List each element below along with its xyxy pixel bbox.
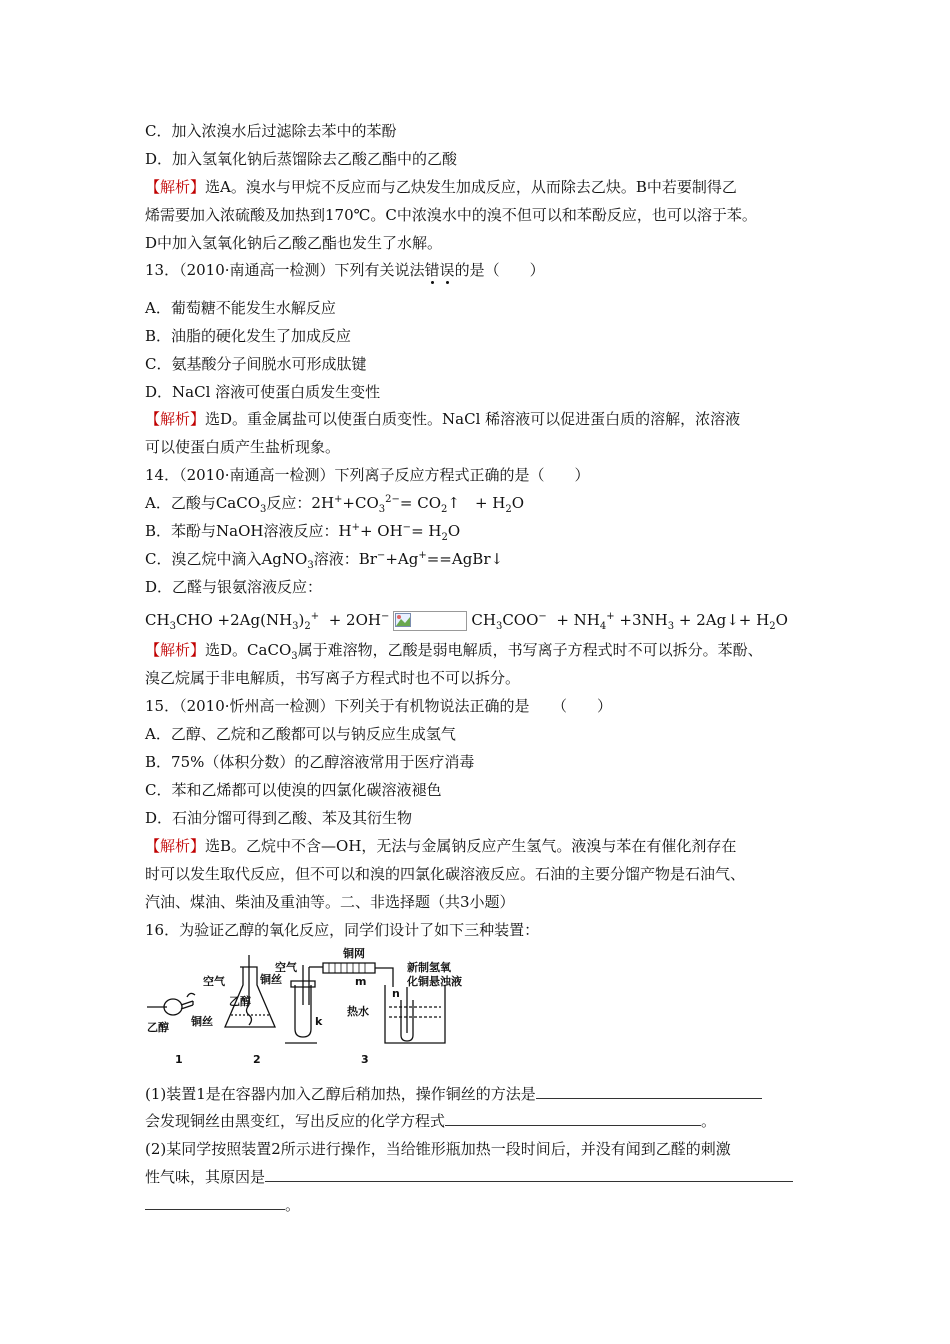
analysis-12-line2: 烯需要加入浓硫酸及加热到170℃。C中浓溴水中的溴不但可以和苯酚反应，也可以溶于苯。 — [145, 206, 757, 224]
text: 属于难溶物，乙酸是弱电解质，书写离子方程式时不可以拆分。苯酚、 — [297, 641, 763, 659]
text: 。 — [701, 1112, 717, 1130]
subscript: 4 — [599, 621, 607, 632]
text: 会发现铜丝由黑变红，写出反应的化学方程式 — [145, 1112, 446, 1130]
option-d-13: D．NaCl 溶液可使蛋白质发生变性 — [145, 383, 381, 401]
analysis-text: 选D。重金属盐可以使蛋白质变性。NaCl 稀溶液可以促进蛋白质的溶解，浓溶液 — [205, 410, 741, 428]
label-hot-water: 热水 — [347, 1005, 369, 1018]
text: = H — [411, 522, 442, 540]
text: + NH — [556, 611, 600, 629]
label-apparatus-1: 1 — [175, 1053, 183, 1066]
text: O — [447, 522, 461, 540]
superscript: − — [380, 611, 390, 622]
question-16-1-line2 — [145, 1111, 716, 1131]
option-c-14 — [145, 549, 503, 569]
superscript: + — [310, 611, 320, 622]
text: COO — [502, 611, 539, 629]
text: ==AgBr↓ — [426, 550, 504, 568]
superscript: − — [538, 611, 547, 622]
analysis-tag: 【解析】 — [145, 837, 206, 855]
option-b-14 — [145, 521, 460, 541]
analysis-text: 选B。乙烷中不含—OH，无法与金属钠反应产生氢气。液溴与苯在有催化剂存在 — [205, 837, 737, 855]
question-16-2-line3 — [145, 1195, 300, 1215]
analysis-tag: 【解析】 — [145, 178, 206, 196]
analysis-15-line3: 汽油、煤油、柴油及重油等。二、非选择题（共3小题） — [145, 893, 515, 911]
analysis-15-line2: 时可以发生取代反应，但不可以和溴的四氯化碳溶液反应。石油的主要分馏产物是石油气、 — [145, 865, 746, 883]
question-16-2-line2 — [145, 1167, 793, 1187]
label-ethanol-1: 乙醇 — [147, 1021, 169, 1034]
text: + 2Ag↓+ H — [678, 611, 770, 629]
label-m: m — [355, 975, 367, 988]
subscript: 3 — [169, 621, 176, 632]
analysis-12-line1 — [145, 177, 737, 197]
option-d-12: D．加入氢氧化钠后蒸馏除去乙酸乙酯中的乙酸 — [145, 150, 458, 168]
option-d-15: D．石油分馏可得到乙酸、苯及其衍生物 — [145, 809, 413, 827]
superscript: + — [418, 550, 427, 561]
superscript: − — [376, 550, 386, 561]
analysis-tag: 【解析】 — [145, 410, 206, 428]
label-copper-mesh: 铜网 — [343, 947, 365, 960]
answer-blank[interactable] — [536, 1084, 762, 1099]
question-16: 16．为验证乙醇的氧化反应，同学们设计了如下三种装置： — [145, 921, 540, 939]
text: ↑ + H — [447, 494, 506, 512]
subscript: 3 — [378, 504, 386, 515]
text: = CO — [399, 494, 442, 512]
answer-blank[interactable] — [265, 1167, 793, 1182]
label-copper-wire-1: 铜丝 — [191, 1015, 213, 1028]
label-k: k — [315, 1015, 323, 1028]
question-14: 14．（2010·南通高一检测）下列离子反应方程式正确的是（ ） — [145, 466, 590, 484]
text: CHO +2Ag(NH — [175, 611, 293, 629]
option-b-13: B．油脂的硬化发生了加成反应 — [145, 327, 352, 345]
text: A．乙酸与CaCO — [145, 494, 261, 512]
text: 选D。CaCO — [205, 641, 292, 659]
text: CH — [471, 611, 496, 629]
subscript: 3 — [495, 621, 503, 632]
equation-14d — [145, 610, 788, 631]
text: ) — [298, 611, 305, 629]
option-c-15: C．苯和乙烯都可以使溴的四氯化碳溶液褪色 — [145, 781, 442, 799]
option-a-14 — [145, 493, 524, 513]
emphasis-char: 误 — [439, 261, 455, 279]
text: B．苯酚与NaOH溶液反应：H — [145, 522, 352, 540]
text: +3NH — [619, 611, 668, 629]
subscript: 2 — [769, 621, 776, 632]
text: +CO — [342, 494, 379, 512]
subscript: 3 — [291, 651, 298, 662]
subscript: 2 — [304, 621, 311, 632]
option-c-13: C．氨基酸分子间脱水可形成肽键 — [145, 355, 367, 373]
label-air-2: 空气 — [275, 961, 297, 974]
label-reagent-1: 新制氢氧 — [407, 961, 451, 974]
question-15: 15．（2010·忻州高一检测）下列关于有机物说法正确的是 （ ） — [145, 697, 613, 715]
option-b-15: B．75%（体积分数）的乙醇溶液常用于医疗消毒 — [145, 753, 475, 771]
superscript: + — [351, 522, 360, 533]
option-a-15: A．乙醇、乙烷和乙酸都可以与钠反应生成氢气 — [145, 725, 456, 743]
text: + OH — [359, 522, 403, 540]
subscript: 2 — [441, 532, 448, 543]
apparatus-figure — [145, 945, 485, 1075]
text: C．溴乙烷中滴入AgNO — [145, 550, 308, 568]
analysis-13-line1 — [145, 409, 740, 429]
label-apparatus-2: 2 — [253, 1053, 261, 1066]
text: CH — [145, 611, 170, 629]
analysis-12-line3: D中加入氢氧化钠后乙酸乙酯也发生了水解。 — [145, 234, 443, 252]
subscript: 3 — [667, 621, 675, 632]
question-13 — [145, 260, 545, 280]
superscript: + — [334, 494, 343, 505]
option-a-13: A．葡萄糖不能发生水解反应 — [145, 299, 336, 317]
subscript: 3 — [260, 504, 267, 515]
question-16-1-line1 — [145, 1084, 762, 1104]
text: 。 — [285, 1196, 301, 1214]
option-d-14: D．乙醛与银氨溶液反应： — [145, 578, 323, 596]
answer-blank[interactable] — [445, 1111, 701, 1126]
label-reagent-2: 化铜悬浊液 — [407, 975, 462, 988]
option-c-12: C．加入浓溴水后过滤除去苯中的苯酚 — [145, 122, 397, 140]
label-copper-wire-2: 铜丝 — [260, 973, 282, 986]
superscript: 2− — [385, 494, 400, 505]
analysis-14-line2: 溴乙烷属于非电解质，书写离子方程式时也不可以拆分。 — [145, 669, 521, 687]
subscript: 3 — [307, 560, 314, 571]
label-apparatus-3: 3 — [361, 1053, 369, 1066]
analysis-14-line1 — [145, 640, 763, 660]
answer-blank[interactable] — [145, 1195, 285, 1210]
analysis-text: 选A。溴水与甲烷不反应而与乙炔发生加成反应，从而除去乙炔。B中若要制得乙 — [205, 178, 737, 196]
text: 溶液：Br — [313, 550, 377, 568]
text: (1)装置1是在容器内加入乙醇后稍加热，操作铜丝的方法是 — [145, 1085, 536, 1103]
broken-image-icon — [393, 611, 467, 631]
text: 反应：2H — [266, 494, 335, 512]
subscript: 2 — [441, 504, 448, 515]
label-n: n — [392, 987, 400, 1000]
superscript: + — [606, 611, 615, 622]
question-16-2-line1: (2)某同学按照装置2所示进行操作，当给锥形瓶加热一段时间后，并没有闻到乙醛的刺激 — [145, 1140, 731, 1158]
text: + 2OH — [328, 611, 381, 629]
text: O — [511, 494, 525, 512]
question-text: 的是（ ） — [454, 261, 545, 279]
subscript: 2 — [505, 504, 512, 515]
emphasis-char: 错 — [424, 261, 440, 279]
subscript: 3 — [292, 621, 299, 632]
text: 性气味，其原因是 — [145, 1168, 266, 1186]
label-ethanol-2: 乙醇 — [229, 995, 251, 1008]
label-air-1: 空气 — [203, 975, 225, 988]
text: +Ag — [385, 550, 419, 568]
analysis-13-line2: 可以使蛋白质产生盐析现象。 — [145, 438, 341, 456]
text: O — [775, 611, 788, 629]
superscript: − — [402, 522, 412, 533]
apparatus-diagram — [145, 945, 485, 1075]
question-text: 13．（2010·南通高一检测）下列有关说法 — [145, 261, 425, 279]
analysis-tag: 【解析】 — [145, 641, 206, 659]
analysis-15-line1 — [145, 836, 736, 856]
